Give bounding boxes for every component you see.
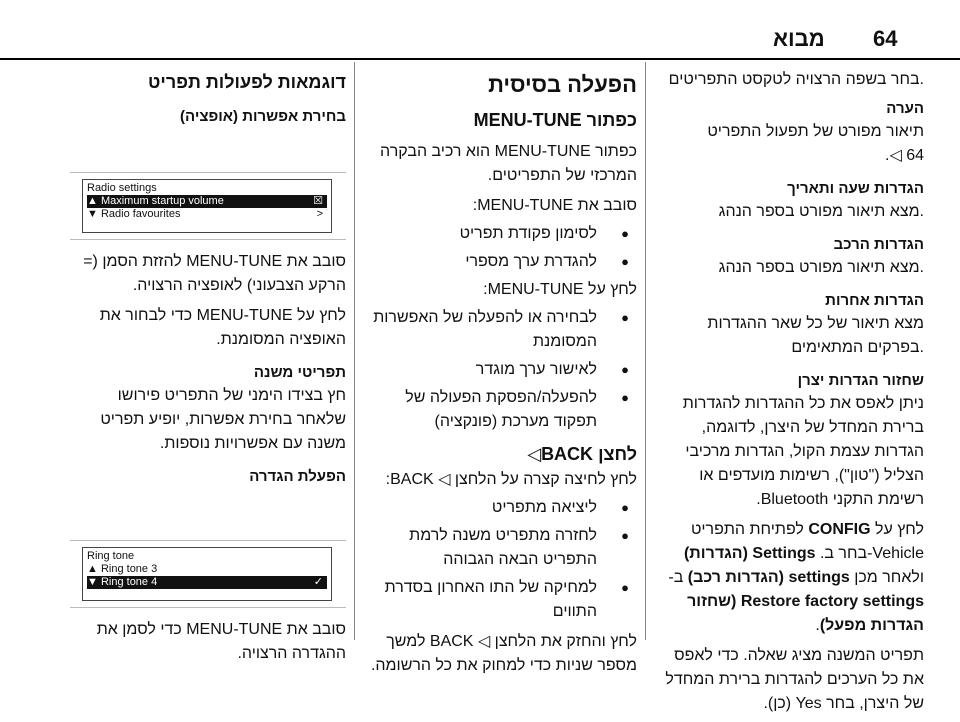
activate-setting-title: הפעלת הגדרה [249,468,346,485]
list-item: ● לבחירה או להפעלה של האפשרות המסומנת [362,306,637,354]
list-item: ● לסימון פקודת תפריט [362,222,637,246]
other-settings-text: מצא תיאור של כל שאר ההגדרות .בפרקים המתאימים [707,315,924,356]
right-column [654,62,924,722]
header-rule [0,58,960,60]
config-text-4: ב- [668,569,688,586]
menu-tune-subtitle: כפתור MENU-TUNE [473,110,637,130]
menu-tune-intro: כפתור MENU-TUNE הוא רכיב הבקרה המרכזי של התפריטים. [380,143,637,184]
column-divider-right [645,62,646,640]
lcd-row [87,208,327,221]
list-item: ● למחיקה של התו האחרון בסדרת התווים [362,576,637,624]
lcd-row-text: Ring tone 4 [100,576,158,588]
lcd-row-text: Radio settings [87,182,157,194]
config-text-1: לחץ על [870,521,924,538]
back-long-press: לחץ והחזק את הלחצן ◁ BACK למשך מספר שניות כדי למחוק את כל הרשומה. [370,633,637,674]
lcd-row-selected [87,195,327,208]
note-text: תיאור מפורט של תפעול התפריט [707,123,924,140]
note-reference: 64 ◁. [885,147,924,164]
submenu-title: תפריטי משנה [253,364,346,381]
lcd-display [82,547,332,601]
down-arrow-icon: ▼ [87,576,98,588]
other-settings-title: הגדרות אחרות [825,292,924,309]
lcd-row [87,563,327,576]
basic-operation-title: הפעלה בסיסית [488,72,637,97]
menu-examples-title: דוגמאות לפעולות תפריט [148,72,346,92]
vehicle-settings-label: settings (הגדרות רכב) [687,569,850,586]
left-column [70,62,346,672]
lcd-row [87,182,327,195]
rotate-label: סובב את MENU-TUNE: [472,197,637,214]
submenu-text: חץ בצידו הימני של התפריט פירושו שלאחר בחירת אפשרות, יופיע תפריט משנה עם אפשרויות נוספות. [100,387,346,452]
checkmark-icon: ✓ [313,576,323,588]
language-intro: .בחר בשפה הרצויה לטקסט התפריטים [668,71,924,88]
config-text-2: לפתיחת התפריט Vehicle-בחר ב. [690,521,924,562]
page-header [0,0,960,60]
time-date-text: .מצא תיאור מפורט בספר הנהג [718,203,924,220]
lcd-row-text: Radio favourites [100,208,181,220]
down-arrow-icon: ▼ [87,208,98,220]
rotate-list [362,222,637,274]
activate-paragraph: סובב את MENU-TUNE כדי לסמן את ההגדרה הרצויה. [96,621,346,662]
up-arrow-icon: ▲ [87,563,98,575]
config-key: CONFIG [808,521,871,538]
lcd-row-text: Ring tone 3 [100,563,158,575]
column-divider-left [354,62,355,640]
lcd-display [82,179,332,233]
config-paragraph [654,518,924,638]
list-item: ● לאישור ערך מוגדר [362,358,637,382]
time-date-title: הגדרות שעה ותאריך [787,180,924,197]
restore-factory-label: Restore factory settings (שחזור הגדרות מפעל) [687,593,924,634]
radio-settings-screen [70,172,346,240]
page-number: 64 [873,26,898,51]
up-arrow-icon: ▲ [87,195,98,207]
list-item: ● ליציאה מתפריט [362,496,637,520]
lcd-row-text: Ring tone [87,550,135,562]
list-item: ● לחזרה מתפריט משנה לרמת התפריט הבאה הגבוהה [362,524,637,572]
factory-reset-title: שחזור הגדרות יצרן [797,372,924,389]
confirm-paragraph: תפריט המשנה מציג שאלה. כדי לאפס את כל הערכים להגדרות ברירת המחדל של היצרן, בחר Yes (כן). [665,647,924,712]
press-label: לחץ על MENU-TUNE: [483,281,637,298]
select-option-subtitle: בחירת אפשרות (אופציה) [180,108,346,125]
vehicle-settings-text: .מצא תיאור מפורט בספר הנהג [718,259,924,276]
checkbox-icon: ☒ [313,195,323,207]
back-intro: לחץ לחיצה קצרה על הלחצן ◁ BACK: [385,471,637,488]
back-button-title: לחצן BACK◁ [527,444,637,464]
press-list [362,306,637,434]
factory-reset-text: ניתן לאפס את כל ההגדרות להגדרות ברירת המחדל של היצרן, לדוגמה, הגדרות עצמת הקול, הגדרות מרכיבי הצליל ("טון"), רשימות מועדפים או רשימת התקני Bluetooth. [682,395,924,508]
ring-tone-screen [70,540,346,608]
section-title: מבוא [773,26,825,51]
note-title: הערה [886,100,924,117]
chevron-right-icon: > [316,208,323,220]
list-item: ● להפעלה/הפסקת הפעולה של תפקוד מערכת (פונקציה) [362,386,637,434]
lcd-row-text: Maximum startup volume [100,195,224,207]
vehicle-settings-title: הגדרות הרכב [833,236,924,253]
lcd-row [87,550,327,563]
config-text-3: ולאחר מכן [849,569,924,586]
select-paragraph-1: סובב את MENU-TUNE להזזת הסמן (= הרקע הצבעוני) לאופציה הרצויה. [83,253,346,294]
lcd-row-selected [87,576,327,589]
select-paragraph-2: לחץ על MENU-TUNE כדי לבחור את האופציה המסומנת. [99,307,346,348]
settings-menu-label: Settings (הגדרות) [683,545,816,562]
list-item: ● להגדרת ערך מספרי [362,250,637,274]
back-list [362,496,637,624]
config-text-5: . [815,617,820,634]
middle-column [362,62,637,684]
